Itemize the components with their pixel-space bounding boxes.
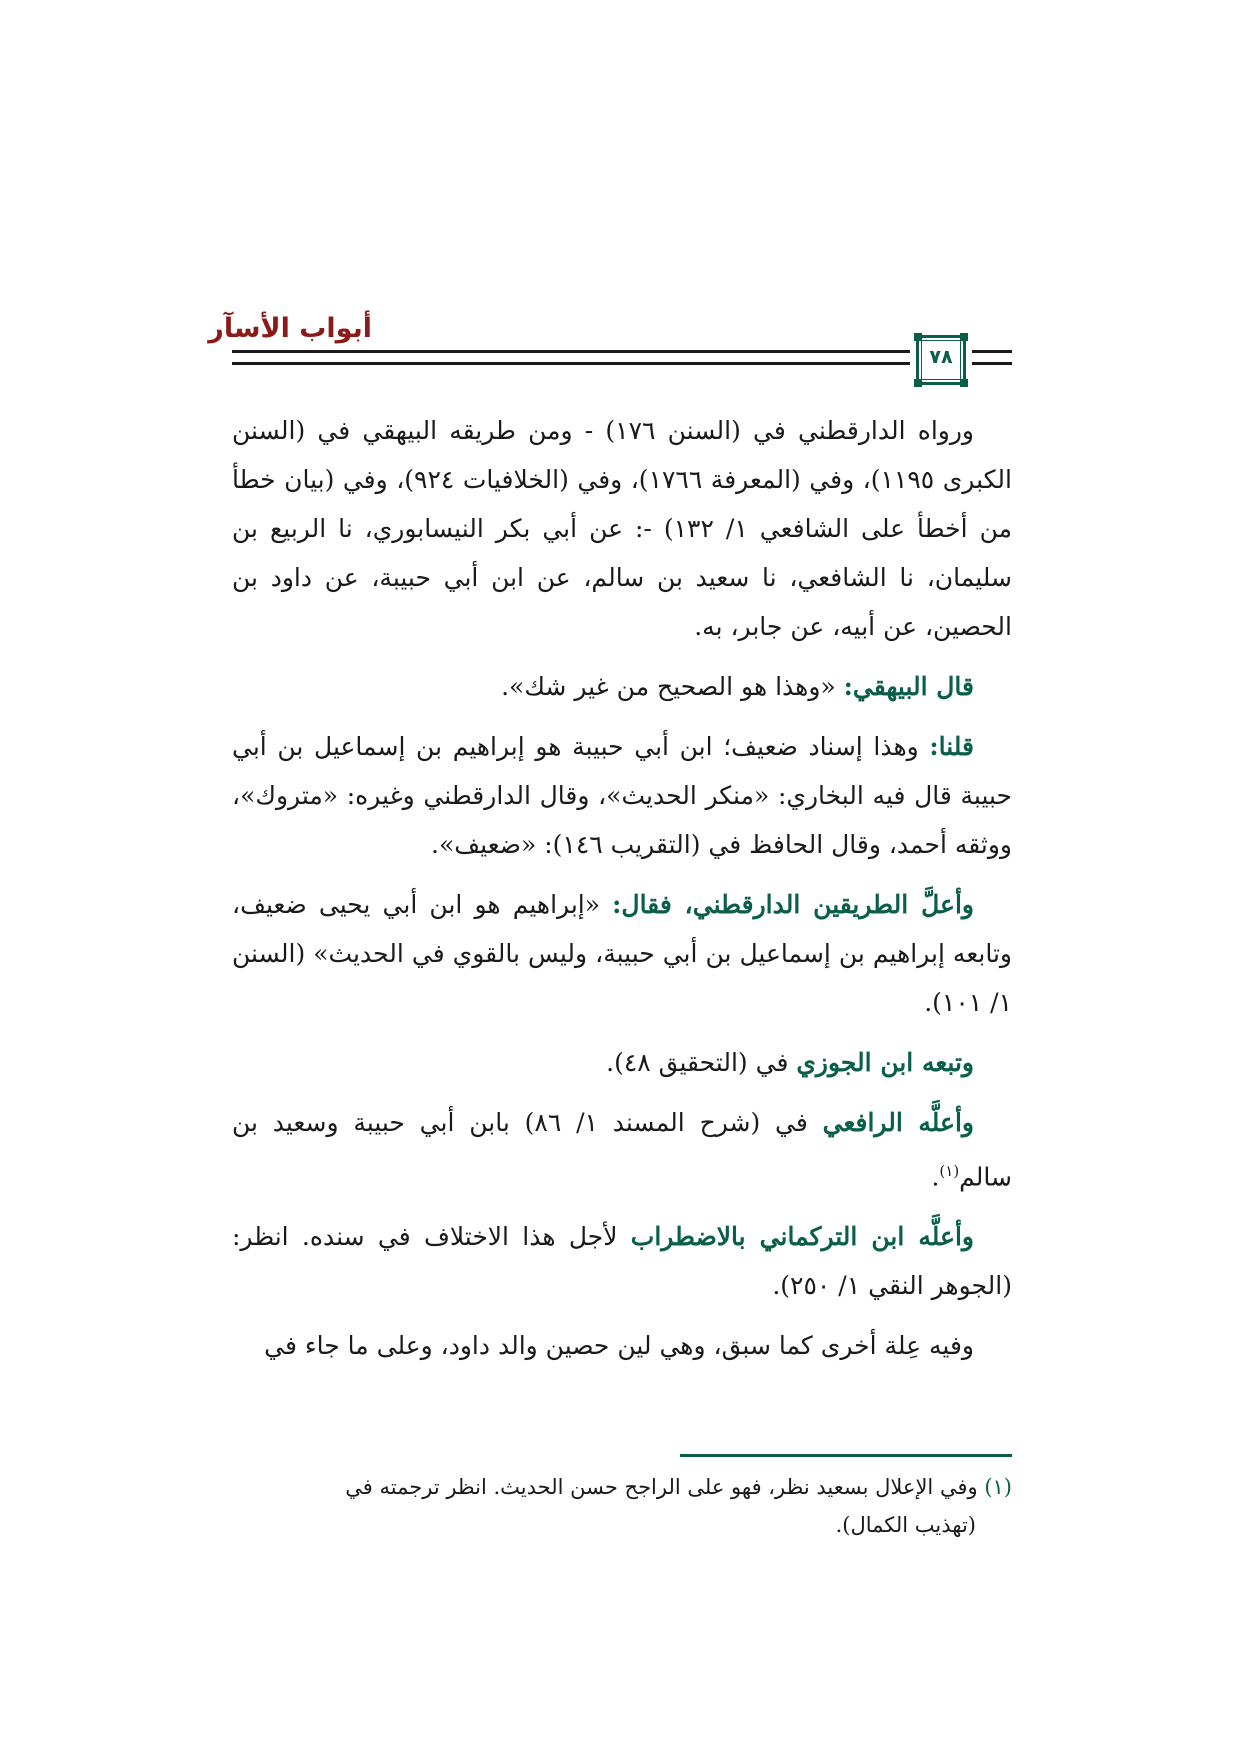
main-text (232, 406, 1012, 1381)
page-number-badge (916, 335, 966, 385)
paragraph-text: في (شرح المسند ١/ ٨٦) بابن أبي حبيبة وسعيد بن سالم (232, 1108, 1012, 1192)
paragraph-text: وهذا إسناد ضعيف؛ ابن أبي حبيبة هو إبراهيم بن إسماعيل بن أبي حبيبة قال فيه البخاري: «منكر الحديث»، وقال الدارقطني وغيره: «متروك»، ووثقه أحمد، وقال الحافظ في (التقريب ١٤٦): «ضعيف». (232, 732, 1012, 859)
paragraph-text: لأجل هذا الاختلاف في سنده. انظر: (الجوهر النقي ١/ ٢٥٠). (232, 1222, 1012, 1301)
paragraph-text: وفيه عِلة أخرى كما سبق، وهي لين حصين والد داود، وعلى ما جاء في (264, 1331, 974, 1361)
frame-corner (960, 333, 968, 341)
frame-corner (914, 379, 922, 387)
paragraph (232, 1212, 1012, 1310)
frame-corner (960, 379, 968, 387)
footnotes (232, 1468, 1012, 1544)
paragraph-lead: قال البيهقي: (843, 672, 974, 701)
header-rule-right-upper (972, 350, 1012, 353)
footnote-text: وفي الإعلال بسعيد نظر، فهو على الراجح حسن الحديث. انظر ترجمته في (345, 1475, 985, 1499)
footnote-divider (680, 1454, 1012, 1457)
paragraph-lead: وأعلَّه ابن التركماني بالاضطراب (630, 1222, 974, 1252)
paragraph (232, 1098, 1012, 1201)
paragraph (232, 722, 1012, 869)
page-number: ٧٨ (929, 346, 953, 368)
paragraph-text: في (التحقيق ٤٨). (606, 1048, 797, 1077)
footnote (232, 1468, 1012, 1506)
page-header (0, 0, 1240, 400)
paragraph-lead: قلنا: (929, 732, 974, 761)
paragraph-lead: وأعلَّ الطريقين الدارقطني، فقال: (612, 890, 974, 919)
footnote-reference[interactable]: (١) (939, 1162, 960, 1180)
paragraph-lead: وأعلَّه الرافعي (822, 1108, 974, 1137)
frame-corner (914, 333, 922, 341)
paragraph (232, 406, 1012, 651)
paragraph (232, 662, 1012, 711)
running-title: أبواب الأسآر (208, 313, 372, 344)
footnote-continuation (232, 1506, 1012, 1544)
header-rule-upper (232, 350, 910, 353)
paragraph-text: ورواه الدارقطني في (السنن ١٧٦) - ومن طريقه البيهقي في (السنن الكبرى ١١٩٥)، وفي (المعرفة ١٧٦٦)، وفي (الخلافيات ٩٢٤)، وفي (بيان خطأ من أخطأ على الشافعي ١/ ١٣٢) -: عن أبي بكر النيسابوري، نا الربيع بن سليمان، نا الشافعي، نا سعيد بن سالم، عن ابن أبي حبيبة، عن داود بن الحصين، عن أبيه، عن جابر، به. (232, 416, 1012, 641)
paragraph (232, 1321, 1012, 1370)
paragraph-lead: وتبعه ابن الجوزي (796, 1048, 974, 1077)
paragraph (232, 880, 1012, 1027)
paragraph-text: «وهذا هو الصحيح من غير شك». (501, 672, 844, 701)
header-rule-right-lower (972, 362, 1012, 365)
footnote-mark: (١) (984, 1475, 1012, 1499)
paragraph-text: «إبراهيم هو ابن أبي يحيى ضعيف، وتابعه إبراهيم بن إسماعيل بن أبي حبيبة، وليس بالقوي في الحديث» (السنن ١/ ١٠١). (232, 890, 1012, 1017)
paragraph (232, 1038, 1012, 1087)
footnote-text: (تهذيب الكمال). (835, 1513, 976, 1537)
paragraph-tail: . (931, 1162, 940, 1192)
header-rule-lower (232, 362, 910, 365)
